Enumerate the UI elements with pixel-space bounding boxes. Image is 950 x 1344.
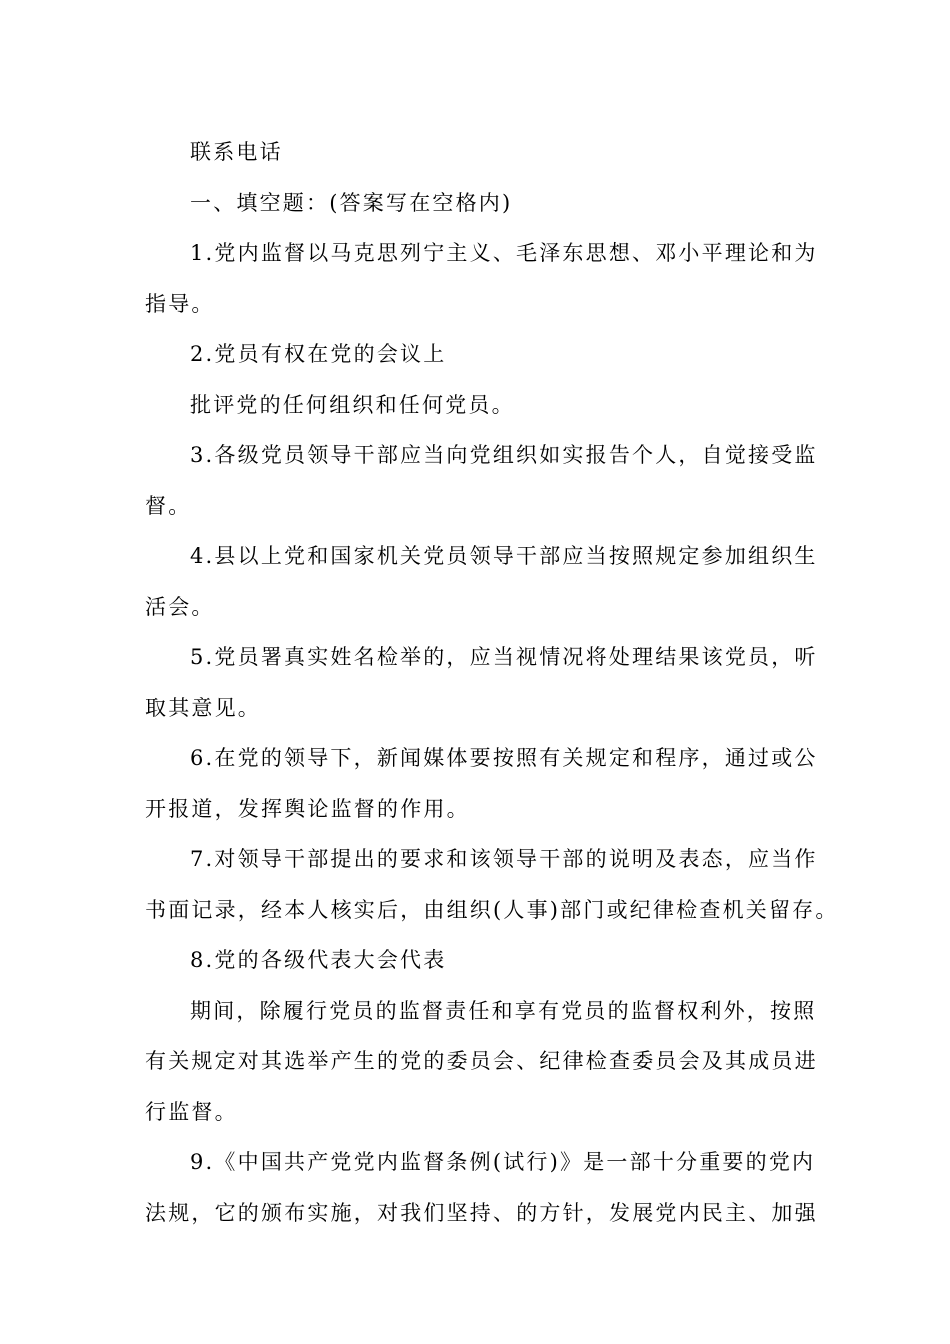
question-6-line-2: 开报道，发挥舆论监督的作用。 bbox=[145, 796, 470, 821]
question-8-line-4: 行监督。 bbox=[145, 1099, 238, 1124]
question-5-line-2: 取其意见。 bbox=[145, 695, 261, 720]
question-3-line-1: 3.各级党员领导干部应当向党组织如实报告个人，自觉接受监 bbox=[190, 443, 818, 467]
document-page bbox=[145, 127, 839, 1238]
question-1-line-1: 1.党内监督以马克思列宁主义、毛泽东思想、邓小平理论和为 bbox=[190, 241, 818, 265]
question-8-line-1: 8.党的各级代表大会代表 bbox=[190, 948, 447, 972]
question-4-line-2: 活会。 bbox=[145, 594, 215, 619]
question-6-line-1: 6.在党的领导下，新闻媒体要按照有关规定和程序，通过或公 bbox=[190, 746, 818, 770]
question-9-line-2: 法规，它的颁布实施，对我们坚持、的方针，发展党内民主、加强 bbox=[145, 1200, 818, 1225]
question-1-line-2: 指导。 bbox=[145, 291, 215, 316]
question-7-line-2: 书面记录，经本人核实后，由组织(人事)部门或纪律检查机关留存。 bbox=[145, 897, 839, 922]
question-4-line-1: 4.县以上党和国家机关党员领导干部应当按照规定参加组织生 bbox=[190, 544, 818, 568]
question-8-line-3: 有关规定对其选举产生的党的委员会、纪律检查委员会及其成员进 bbox=[145, 1049, 818, 1073]
question-5-line-1: 5.党员署真实姓名检举的，应当视情况将处理结果该党员，听 bbox=[190, 645, 818, 669]
question-9-line-1: 9.《中国共产党党内监督条例(试行)》是一部十分重要的党内 bbox=[190, 1150, 816, 1174]
question-8-line-2: 期间，除履行党员的监督责任和享有党员的监督权利外，按照 bbox=[190, 998, 817, 1023]
question-2-line-1: 2.党员有权在党的会议上 bbox=[190, 342, 447, 366]
question-2-line-2: 批评党的任何组织和任何党员。 bbox=[190, 392, 515, 417]
question-3-line-2: 督。 bbox=[145, 493, 192, 518]
question-7-line-1: 7.对领导干部提出的要求和该领导干部的说明及表态，应当作 bbox=[190, 847, 818, 871]
contact-phone-label: 联系电话 bbox=[190, 140, 283, 164]
section-heading-fill-in-blank: 一、填空题：(答案写在空格内) bbox=[190, 190, 513, 215]
